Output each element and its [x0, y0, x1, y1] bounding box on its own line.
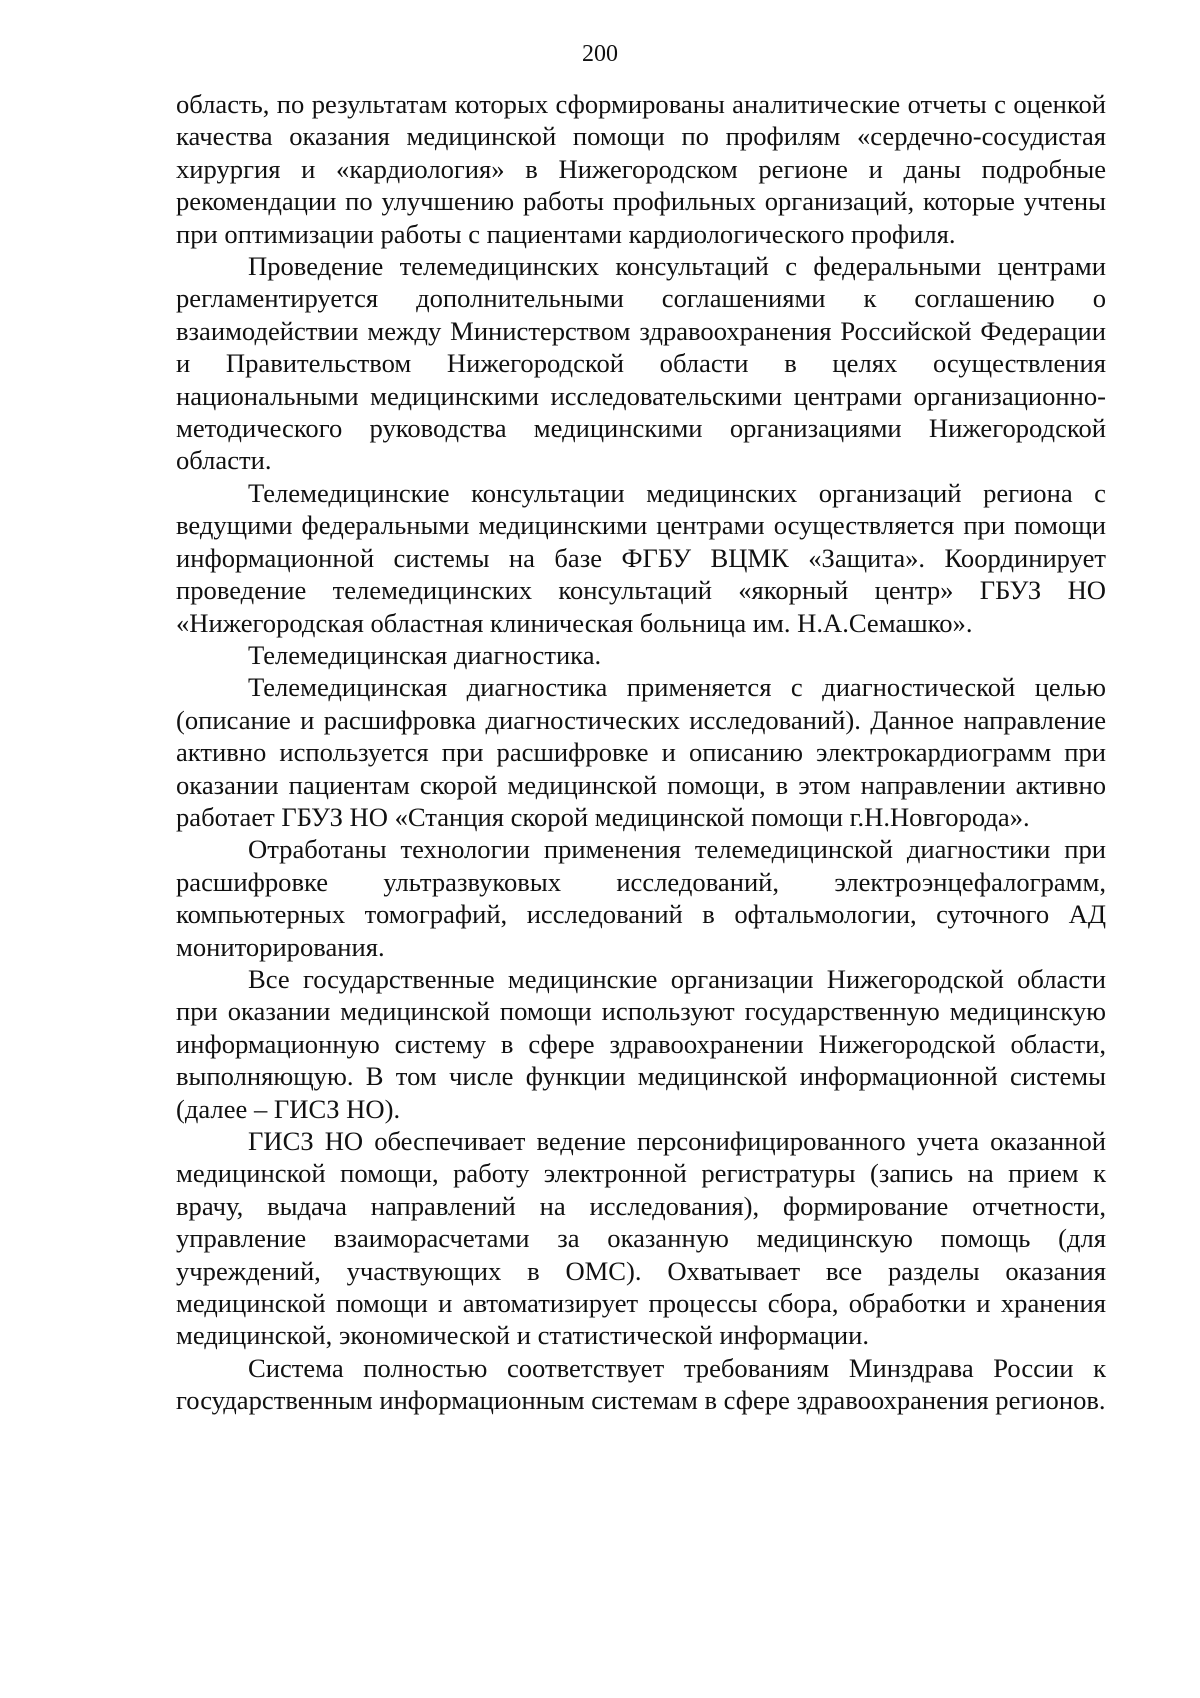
document-body: [176, 88, 1106, 1417]
paragraph-telemedicine-consultations-regulation: Проведение телемедицинских консультаций с федеральными центрами регламентируется дополнительными соглашениями к соглашению о взаимодействии между Министерством здравоохранения Российской Федерации и Правительством Нижегородской области в целях осуществления национальными медицинскими исследовательскими центрами организационно-методического руководства медицинскими организациями Нижегородской области.: [176, 251, 1106, 476]
paragraph-system-compliance: Система полностью соответствует требованиям Минздрава России к государственным информационным системам в сфере здравоохранения регионов.: [176, 1352, 1106, 1416]
paragraph-gisz-functions: ГИСЗ НО обеспечивает ведение персонифицированного учета оказанной медицинской помощи, работу электронной регистратуры (запись на прием к врачу, выдача направлений на исследования), формирование отчетности, управление взаиморасчетами за оказанную медицинскую помощь (для учреждений, участвующих в ОМС). Охватывает все разделы оказания медицинской помощи и автоматизирует процессы сбора, обработки и хранения медицинской, экономической и статистической информации.: [176, 1126, 1106, 1351]
paragraph-diagnostics-technologies: Отработаны технологии применения телемедицинской диагностики при расшифровке ультразвуковых исследований, электроэнцефалограмм, компьютерных томографий, исследований в офтальмологии, суточного АД мониторирования.: [176, 834, 1106, 962]
paragraph-telemedicine-consultations-system: Телемедицинские консультации медицинских организаций региона с ведущими федеральными медицинскими центрами осуществляется при помощи информационной системы на базе ФГБУ ВЦМК «Защита». Координирует проведение телемедицинских консультаций «якорный центр» ГБУЗ НО «Нижегородская областная клиническая больница им. Н.А.Семашко».: [176, 477, 1106, 638]
paragraph-gisz-usage: Все государственные медицинские организации Нижегородской области при оказании медицинской помощи используют государственную медицинскую информационную систему в сфере здравоохранении Нижегородской области, выполняющую. В том числе функции медицинской информационной системы (далее – ГИСЗ НО).: [176, 963, 1106, 1124]
paragraph-telemedicine-diagnostics-purpose: Телемедицинская диагностика применяется с диагностической целью (описание и расшифровка диагностических исследований). Данное направление активно используется при расшифровке и описанию электрокардиограмм при оказании пациентам скорой медицинской помощи, в этом направлении активно работает ГБУЗ НО «Станция скорой медицинской помощи г.Н.Новгорода».: [176, 672, 1106, 832]
paragraph-telemedicine-diagnostics-heading: Телемедицинская диагностика.: [248, 639, 602, 670]
paragraph-continuation: область, по результатам которых сформированы аналитические отчеты с оценкой качества оказания медицинской помощи по профилям «сердечно-сосудистая хирургия и «кардиология» в Нижегородском регионе и даны подробные рекомендации по улучшению работы профильных организаций, которые учтены при оптимизации работы с пациентами кардиологического профиля.: [176, 89, 1106, 249]
page-number: 200: [582, 41, 618, 67]
